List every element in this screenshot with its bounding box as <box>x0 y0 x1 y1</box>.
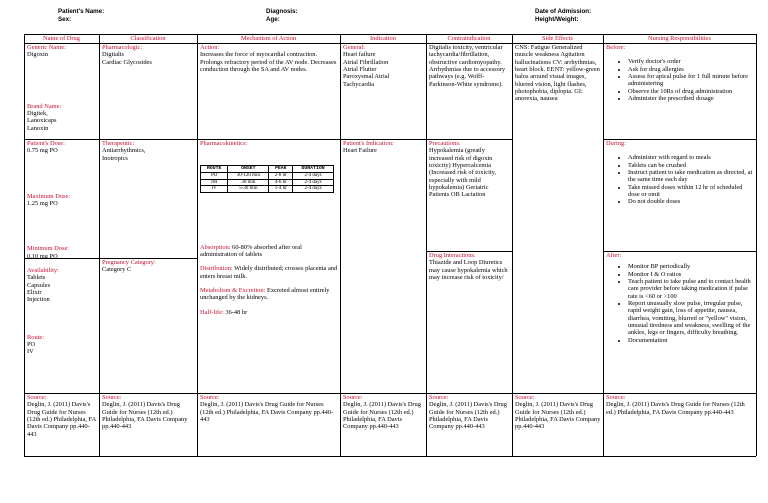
source-label: Source: <box>102 394 122 401</box>
patient-indication-label: Patient's Indication: <box>343 140 394 147</box>
precautions-label: Precautions: <box>429 140 461 147</box>
availability-label: Availability: <box>27 267 59 274</box>
indication-item: Tachycardia <box>343 80 375 88</box>
source-cell-indication <box>341 394 426 456</box>
indication-item: Atrial Flutter <box>343 66 377 74</box>
patient-indication: Heart Failure <box>343 147 377 155</box>
dose-cell <box>25 140 99 258</box>
table-row <box>201 172 334 179</box>
col-header-mechanism: Mechanism of Action <box>240 35 297 42</box>
pk-cell: IV <box>201 186 228 193</box>
route-item: PO <box>27 341 36 349</box>
source-text: Deglin, J. (2011) Davis's Drug Guide for Nurses (12th ed.) Philadelphia, FA Davis Company pp.440-443 <box>200 401 334 424</box>
availability-cell <box>25 267 99 392</box>
route-label: Route: <box>27 333 45 341</box>
col-header-drug: Name of Drug <box>43 35 80 42</box>
side-effects-text: CNS: Fatigue Generalized muscle weakness Agitation hallucinations CV: arrhythmias, heart block. EENT: yellow-green halos around visual images, blurred vision, light flashes, photophobia, diplopia. GI: anorexia, nausea <box>515 44 600 103</box>
brand-name: Digitek, <box>27 110 48 118</box>
precautions-text: Hypokalemia (greatly increased risk of digoxin toxicity) Hypercalcemia (Increased risk of toxicity, especially with mild hypokalemia) Geriatric Patients OB Lactation <box>429 147 497 199</box>
pregnancy-cell <box>100 259 197 299</box>
during-label: During: <box>606 140 626 147</box>
general-indication-label: General: <box>343 44 365 51</box>
brand-name: Lanoxin <box>27 124 49 132</box>
age-label: Age: <box>266 16 280 23</box>
source-label: Source: <box>606 394 626 401</box>
pk-cell: 30-120 min <box>228 172 269 179</box>
interactions-label: Drug Interactions: <box>429 252 476 259</box>
pharmacologic-class: Cardiac Glycosides <box>102 58 152 66</box>
patient-name-label: Patient's Name: <box>58 8 105 15</box>
pharmacokinetics-label: Pharmacokinetics: <box>200 140 248 147</box>
pk-cell: 30 min <box>228 179 269 186</box>
absorption-value: 60-80% absorbed after oral administration of tablets <box>200 243 302 259</box>
nursing-during-cell <box>604 140 756 250</box>
pk-cell: 2-4 days <box>293 186 334 193</box>
list-item: • Administer with regard to meals <box>628 154 754 161</box>
col-header-indication: Indication <box>370 35 396 42</box>
table-row <box>201 186 334 193</box>
source-label: Source: <box>429 394 449 401</box>
max-dose: 1.25 mg PO <box>27 200 58 208</box>
brand-name: Lanoxicaps <box>27 117 57 125</box>
list-item: • Do not double doses <box>628 198 754 205</box>
col-header-classification: Classification <box>130 35 166 42</box>
availability-item: Elixir <box>27 289 42 297</box>
pharmacologic-class: Digitalis <box>102 51 125 59</box>
side-effects-cell <box>513 44 603 224</box>
during-list <box>606 154 754 205</box>
min-dose: 0.10 mg PO <box>27 252 58 258</box>
pk-header: DURATION <box>293 166 334 173</box>
col-header-side-effects: Side Effects <box>542 35 573 42</box>
interactions-cell <box>427 252 512 312</box>
action-label: Action: <box>200 44 220 51</box>
action-description: Increases the force of myocardial contraction. Prolongs refractory period of the AV node. Decreases conduction through the SA and AV nodes. <box>200 51 337 74</box>
therapeutic-class: Inotropics <box>102 154 128 162</box>
metabolism-label: Metabolism & Excretion: <box>200 287 266 295</box>
source-cell-side-effects <box>513 394 603 456</box>
source-cell-drug <box>25 394 99 456</box>
pharmacologic-label: Pharmacologic: <box>102 44 143 51</box>
route-item: IV <box>27 348 34 356</box>
list-item: • Report unusually slow pulse, irregular pulse, rapid weight gain, loss of appetite, nausea, diarrhea, vomiting, blurred or "yellow" vision, unusual tiredness and weakness, swelling of the ankles, legs or fingers, difficulty breathing. <box>628 300 754 337</box>
source-text: Deglin, J. (2011) Davis's Drug Guide for Nurses (12th ed.) Philadelphia, FA Davis Company pp.440-443 <box>102 401 188 431</box>
list-item: • Administer the prescribed dosage <box>628 95 754 102</box>
absorption-text <box>200 244 338 259</box>
pregnancy-label: Pregnancy Category: <box>102 259 156 266</box>
source-cell-nursing <box>604 394 756 456</box>
generic-name-cell <box>25 44 99 138</box>
max-dose-label: Maximum Dose: <box>27 192 71 200</box>
list-item: • Tablets can be crushed <box>628 162 754 169</box>
availability-item: Tablets <box>27 274 46 282</box>
contraindication-cell <box>427 44 512 138</box>
general-indication-cell <box>341 44 426 138</box>
patient-dose-label: Patient's Dose: <box>27 140 65 147</box>
pk-cell: 5-30 min <box>228 186 269 193</box>
precautions-cell <box>427 140 512 250</box>
list-item: • Documentation <box>628 337 754 344</box>
therapeutic-cell <box>100 140 197 258</box>
indication-item: Paroxysmal Atrial <box>343 73 390 81</box>
source-cell-contraindication <box>427 394 512 456</box>
after-label: After: <box>606 252 622 259</box>
diagnosis-label: Diagnosis: <box>266 8 298 15</box>
min-dose-label: Minimum Dose: <box>27 245 70 253</box>
list-item: • Monitor I & O ratios <box>628 271 754 278</box>
height-weight-label: Height/Weight: <box>535 16 579 23</box>
list-item: • Take missed doses within 12 hr of scheduled dose or omit <box>628 184 754 199</box>
list-item: • Ask for drug allergies <box>628 66 754 73</box>
source-text: Deglin, J. (2011) Davis's Drug Guide for Nurses (12th ed.) Philadelphia, FA Davis Company pp.440-443 <box>343 401 421 431</box>
list-item: • Monitor BP periodically <box>628 263 754 270</box>
source-text: Deglin, J. (2011) Davis's Drug Guide for Nurses (12th ed.) Philadelphia, FA Davis Company pp.440-443 <box>515 401 601 431</box>
patient-dose: 0.75 mg PO <box>27 147 58 155</box>
list-item: • Assess for apical pulse for 1 full minute before administering <box>628 73 754 88</box>
metabolism-value: Excreted almost entirely unchanged by the kidneys. <box>200 287 330 302</box>
pk-header: PEAK <box>269 166 293 173</box>
source-cell-classification <box>100 394 197 456</box>
pk-cell: 2-4 days <box>293 179 334 186</box>
pk-cell: 1-4 hr <box>269 186 293 193</box>
source-label: Source: <box>27 394 47 401</box>
availability-item: Capsules <box>27 281 51 289</box>
availability-item: Injection <box>27 296 50 304</box>
source-cell-mechanism <box>198 394 340 456</box>
generic-name: Digoxin <box>27 51 48 59</box>
distribution-text <box>200 265 338 280</box>
action-text <box>200 44 338 73</box>
nursing-before-cell <box>604 44 756 138</box>
before-list <box>606 58 754 102</box>
indication-item: Heart failure <box>343 51 376 59</box>
brand-name-label: Brand Name: <box>27 102 62 110</box>
list-item: • Observe the 10Rs of drug administration <box>628 88 754 95</box>
indication-item: Atrial Fibrillation <box>343 58 389 66</box>
halflife-text <box>200 309 338 316</box>
list-item: • Teach patient to take pulse and to contact health care provider before taking medication if pulse rate is <60 or >100 <box>628 278 754 300</box>
action-cell <box>198 44 340 138</box>
contraindication-text: Digitalis toxicity, ventricular tachycardia/fibrillation, obstructive cardiomyopathy. Arrhythmias due to accessory pathways (e.g. Wolff-Parkinson-White syndrome). <box>429 44 506 88</box>
distribution-value: Widely distributed; crosses placenta and enters breast milk. <box>200 265 338 280</box>
list-item: • Instruct patient to take medication as directed, at the same time each day <box>628 169 754 184</box>
pk-header: ROUTE <box>201 166 228 173</box>
source-text: Deglin, J. (2011) Davis's Drug Guide for Nurses (12th ed.) Philadelphia, FA Davis Company pp.440-443 <box>606 401 745 416</box>
table-row <box>201 179 334 186</box>
pk-cell: PO <box>201 172 228 179</box>
interactions-text: Thiazide and Loop Diuretics may cause hypokalemia which may increase risk of toxicity/ <box>429 259 508 282</box>
source-label: Source: <box>515 394 535 401</box>
pk-cell: IM <box>201 179 228 186</box>
after-list <box>606 263 754 344</box>
halflife-value: 36-48 hr <box>225 308 248 316</box>
col-header-nursing: Nursing Responsibilities <box>647 35 712 42</box>
halflife-label: Half-life: <box>200 308 224 316</box>
nursing-after-cell <box>604 252 756 392</box>
pharmacokinetics-cell <box>198 140 340 392</box>
pregnancy-category: Category C <box>102 266 132 274</box>
pk-cell: 4-6 hr <box>269 179 293 186</box>
sex-label: Sex: <box>58 16 72 23</box>
metabolism-text <box>200 287 338 302</box>
therapeutic-class: Antiarrhythmics, <box>102 147 146 155</box>
col-header-contraindication: Contraindication <box>447 35 491 42</box>
admission-date-label: Date of Admission: <box>535 8 592 15</box>
before-label: Before: <box>606 44 626 51</box>
pharmacokinetics-table <box>200 165 334 192</box>
source-text: Deglin, J. (2011) Davis's Drug Guide for Nurses (12th ed.) Philadelphia, FA Davis Company pp.440-443 <box>27 401 96 438</box>
source-label: Source: <box>343 394 363 401</box>
pharmacologic-cell <box>100 44 197 138</box>
generic-name-label: Generic Name: <box>27 44 66 51</box>
list-item: • Verify doctor's order <box>628 58 754 65</box>
therapeutic-label: Therapeutic: <box>102 140 135 147</box>
pk-cell: 2-4 days <box>293 172 334 179</box>
absorption-label: Absorption: <box>200 243 231 251</box>
pk-header: ONSET <box>228 166 269 173</box>
source-text: Deglin, J. (2011) Davis's Drug Guide for Nurses (12th ed.) Philadelphia, FA Davis Company pp.440-443 <box>429 401 507 431</box>
pk-cell: 2-8 hr <box>269 172 293 179</box>
source-label: Source: <box>200 394 220 401</box>
patient-indication-cell <box>341 140 426 200</box>
distribution-label: Distribution: <box>200 265 233 273</box>
